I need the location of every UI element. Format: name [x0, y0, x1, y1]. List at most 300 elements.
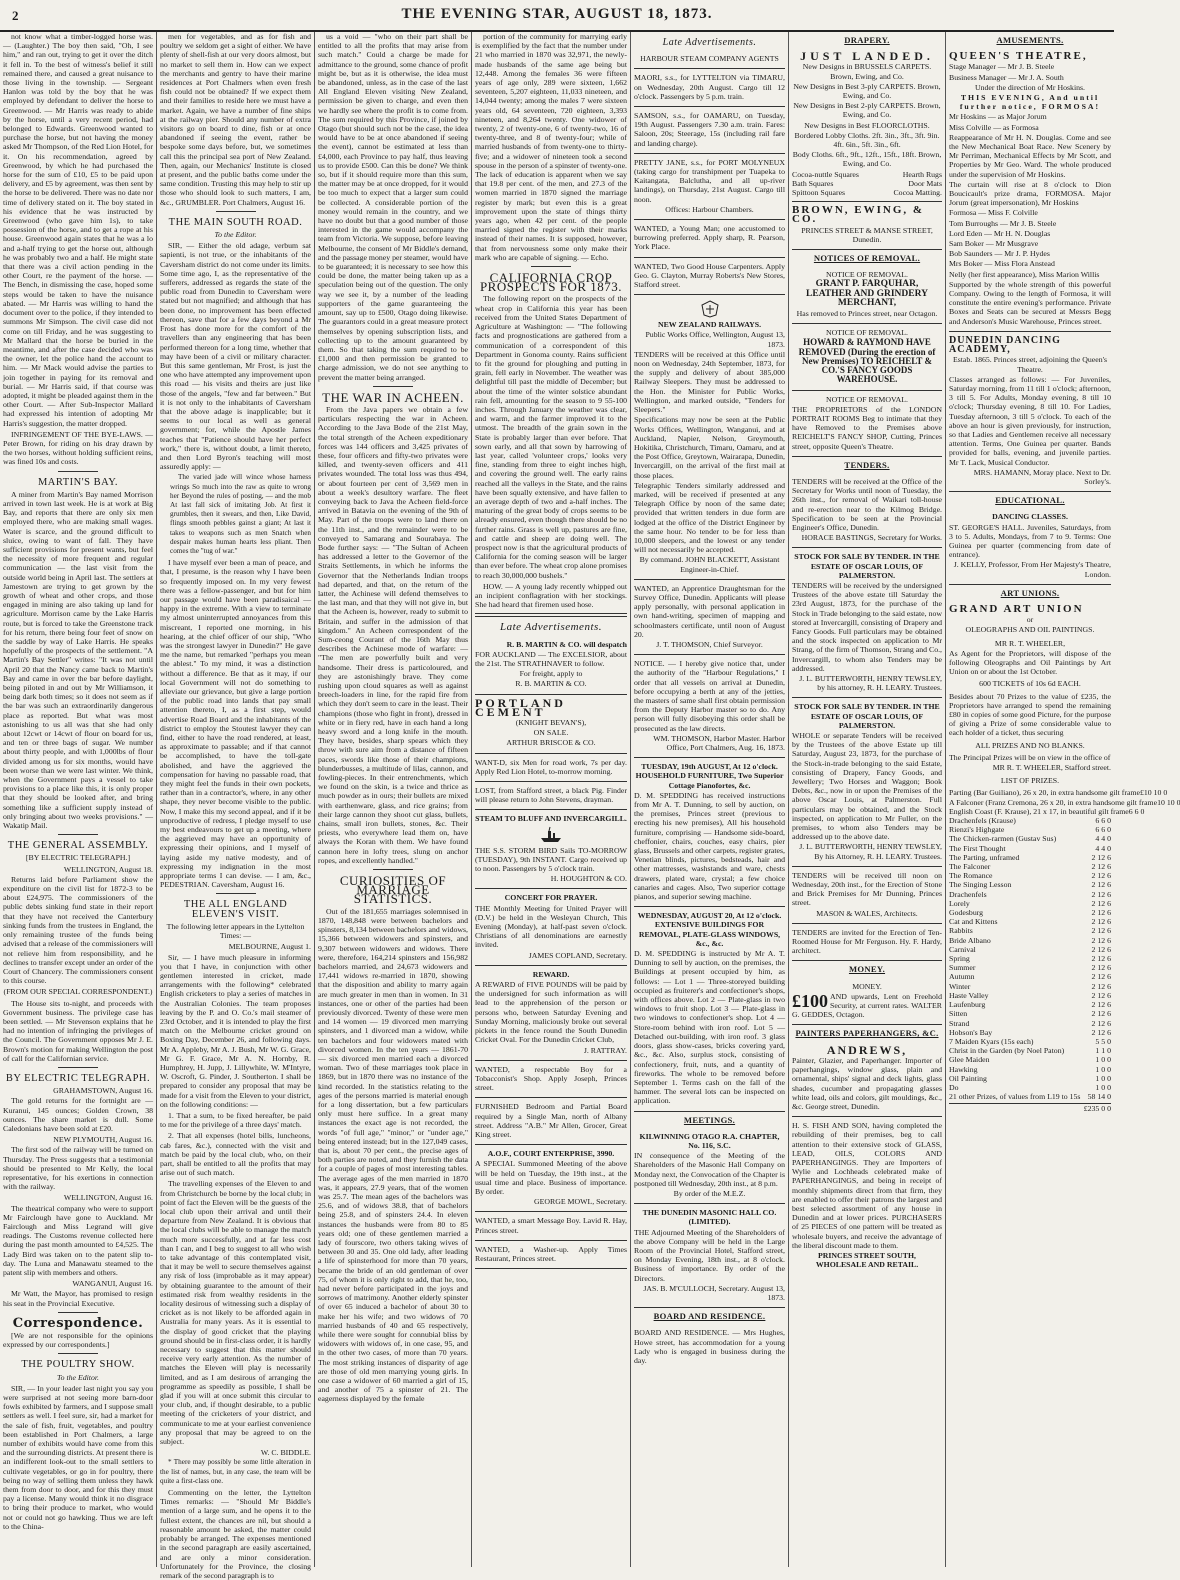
- prize-row: [949, 788, 1168, 798]
- prize-name: 7 Maiden Kyars (15s each): [949, 1036, 1034, 1046]
- prize-row: [949, 963, 1111, 972]
- prize-value: 2 12 6: [1091, 889, 1111, 899]
- advertisement: [949, 48, 1111, 332]
- ad-text: THE PROPRIETORS of the LONDON PORTRAIT ROOMS Beg to intimate that they have Removed to the Premises above REICHELT'S FANCY SHOP, Cutting, Princes street, opposite Queen's Theatre.: [792, 404, 942, 451]
- ad-text: OLEOGRAPHS AND OIL PAINTINGS.: [965, 625, 1095, 635]
- ad-title: R. B. MARTIN & CO. will despatch: [506, 639, 627, 649]
- prize-row: [949, 945, 1111, 954]
- section-heading-amusements: AMUSEMENTS.: [996, 35, 1064, 45]
- article-text: The theatrical company who were to support Mr Fairclough have gone to Auckland. Mr Fairclough and Miss Legrand will give readings. The Customs revenue collected here during the past month amounted to £4,525. The Lady Bird was taken on to the patent slip to-day. The Luna and Manawatu steamed to the patent slip with members and others.: [3, 1203, 153, 1277]
- article-text: us a void — "who on their part shall be entitled to all the profits that may arise from such match." Could a charge be made for admittance to the ground, some chance of profit might be, but as it is otherwise, the idea must be abandoned, unless, as in the case of the last All England Eleven visiting New Zealand, permission be given to charge, and even then we hardly see where the profit is to come from. The sum required by this Province, if joined by Otago (but should such not be the case, the idea would have to be at once abandoned if seeing the event), cannot be estimated at less than £4,000, each Province to pay half, thus leaving us to provide £500. Can this be done? We think so, but if it should require more than this sum, the matter may be at once dropped, for it would be too much to expect that a larger sum could be collected. A considerable portion of the money would remain in the country, and we have no doubt but that a good number of those interested in the game would accompany the team from Victoria. We suppose, before leaving Melbourne, the consent of Mr Biddle's demand, and the passage money per steamer, would have to be guaranteed; it is necessary to see how this could be done, the matter being taken up as a speculation being out of the question. The only way we see it, by a number of the leading supporters of the game guaranteeing the amount, say up to £500, Otago doing likewise. The guarantors could in a great measure protect themselves by opening subscription lists, and collecting up to the amount guaranteed by them. So that taking the sum required to be £1,000 and then permission be granted to charge admission, we do not see anything to prevent the matter being arranged.: [318, 32, 468, 382]
- ad-signature: WM. THOMSON, Harbor Master. Harbor Office, Port Chalmers, Aug. 16, 1873.: [653, 733, 785, 752]
- advertisement: [475, 966, 627, 1061]
- prize-name: Sitten: [949, 1009, 968, 1019]
- article-headline-all-england-eleven: THE ALL ENGLAND ELEVEN'S VISIT.: [183, 899, 288, 920]
- editorial-note: [We are not responsible for the opinions expressed by our correspondents.]: [3, 1331, 153, 1350]
- advertisement: [792, 391, 942, 457]
- advertisement: [475, 1098, 627, 1145]
- article-text: From the Java papers we obtain a few particulars respecting the war in Acheen. According to the Java Bode of the 21st May, the total strength of the Acheen expeditionary forces was 144 officers and 3,425 privates of these, four officers and fifty-two privates were killed, and twenty-seven officers and 411 privates wounded. The total loss was thus 494, or about fourteen per cent of 3,569 men in about a week's desultory warfare. The fleet conveying back to Java the Acheen field-force arrived in Batavia on the evening of the 9th of May. Part of the troops were to land there on the 11th inst., and the remainder were to be conveyed to Samarang and Sourabaya. The Bode further says: — "The Sultan of Acheen has addressed a letter to the Governor of the Straits Settlements, in which he informs the Governor that the Netherlands Indian troops had departed, and that, on the return of the latter, the Achinese will defend themselves to the last man, and that they will not give in, but that the Acheen is, however, ready to submit to Britain, and suffer in the admission of that kingdom." An Acheen correspondent of the Sum-ceong Courant of the 16th May thus describes the Achinese mode of warfare: — "The men are powerfully built and very handsome. Their dress is particoloured, and they are astonishingly brave. They come rushing upon cloud squares as well as against breech-loaders in line, for the rapid fire from which they don't seem to care in the least. Their champions (those who fight in front), dressed in white or in fiery red, have in each hand a long heavy sword and a long knife in the mouth. They have, besides, sharp spears which they throw with sure aim from a distance of fifteen paces, swords like those of their champions, blunderbusses, a multitude of lilas, cannon, and fowling-pieces. In their entrenchments, which we found on the skin, is a twice and thrice as much powder as in ours; their bullets are mixed with earthenware, glass, and rice grains; from their large cannon they shoot cut glass, bullets, chains, small iron bullets, stones, &c. Their priests, who everywhere lead them on, have always the Koran with them. We have found cannon here in lofty trees, slung on anchor ropes, and excellently handled.": [318, 404, 468, 865]
- ad-title: ANDREWS,: [826, 1042, 908, 1057]
- divider: [373, 869, 413, 870]
- prize-row: [949, 1037, 1111, 1046]
- ad-text: WANTED, a Young Man; one accustomed to burrowing preferred. Apply sharp, R. Pearson, York Place.: [634, 224, 785, 252]
- divider: [58, 834, 98, 835]
- prize-name: Autumn: [949, 972, 975, 982]
- advertisement: [475, 1061, 627, 1099]
- prize-row: [949, 1065, 1111, 1074]
- ad-signature: By order of the M.E.Z.: [673, 1188, 746, 1198]
- ad-signature: J. RATTRAY.: [583, 1045, 627, 1055]
- article-headline-martins-bay: MARTIN'S BAY.: [37, 476, 119, 488]
- article-headline-marriage-statistics: CURIOSITIES OF MARRIAGE STATISTICS.: [339, 873, 447, 907]
- ad-signature: Offices: Harbour Chambers.: [665, 204, 754, 214]
- ad-text: AND upwards, Lent on Freehold Security, at current rates. WALTER G. GEDDES, Octagon.: [792, 991, 942, 1020]
- ad-title: £100: [792, 990, 828, 1011]
- prize-name: Haste Valley: [949, 990, 989, 1000]
- advertisement: [634, 220, 785, 258]
- prize-row: [949, 1046, 1111, 1055]
- ad-text: WANTED, an Apprentice Draughtsman for the Survey Office, Dunedin. Applicants will please apply personally, with personal application in own hand-writing, specimen of mapping and schoolmasters certificate, until noon of August 20.: [634, 583, 785, 639]
- prize-name: Cat and Kittens: [949, 917, 998, 927]
- advertisement: [475, 889, 627, 965]
- prize-row: [949, 991, 1111, 1000]
- ad-text: or: [1026, 615, 1034, 625]
- subheading: (FROM OUR SPECIAL CORRESPONDENT.): [3, 987, 153, 997]
- dateline: [BY ELECTRIC TELEGRAPH.]: [25, 853, 131, 863]
- masthead: [0, 0, 1114, 30]
- ad-text: 600 TICKETS of 10s 6d EACH.: [979, 679, 1081, 689]
- ad-text: [792, 188, 942, 197]
- advertisement: [792, 924, 942, 962]
- prize-row: [949, 1028, 1111, 1037]
- section-heading-tenders: TENDERS.: [844, 459, 890, 470]
- prize-row: [949, 908, 1111, 917]
- prize-value: 4 4 0: [1095, 843, 1111, 853]
- prize-row: [949, 825, 1111, 834]
- prize-value: 2 12 6: [1091, 954, 1111, 964]
- prize-value: 2 12 6: [1091, 990, 1111, 1000]
- ad-text: Miss Colville — as Formosa: [949, 122, 1039, 132]
- ad-title: STEAM TO BLUFF AND INVERCARGILL.: [475, 814, 627, 824]
- advertisement: [792, 324, 942, 390]
- ad-text: FOR AUCKLAND — The EXCELSIOR, about the 21st. The STRATHNAVER to follow.: [475, 649, 627, 668]
- ad-text: New Designs in Best FLOORCLOTHS.: [804, 120, 930, 130]
- column-4: [472, 32, 630, 1567]
- ad-signature: JAS. B. M'CULLOCH, Secretary. August 13, 1873.: [643, 1283, 785, 1302]
- advertisement: [949, 332, 1111, 492]
- prize-name: Oil Painting: [949, 1073, 987, 1083]
- prize-value: 2 12 6: [1091, 862, 1111, 872]
- prize-value: 2 12 6: [1091, 880, 1111, 890]
- advertisement: [475, 1212, 627, 1240]
- ad-title: NEW ZEALAND RAILWAYS.: [657, 320, 762, 330]
- ad-text: Mrs Boker — Miss Flora Anstead: [949, 259, 1055, 269]
- prize-name: Spring: [949, 954, 970, 964]
- ad-text: PRETTY JANE, s.s., for PORT MOLYNEUX (taking cargo for transhipment per Tuapeka to Kaitangata, Balclutha, and all up-river landings), on Thursday, 21st August. Cargo till noon.: [634, 157, 785, 204]
- ad-text: ST. GEORGE'S HALL. Juveniles, Saturdays, from 3 to 5. Adults, Mondays, from 7 to 9. Terms: One Guinea per quarter (commencing from date of entrance).: [949, 522, 1111, 560]
- prize-row: [949, 871, 1111, 880]
- advertisement: [949, 508, 1111, 584]
- prize-value: 2 12 6: [1091, 852, 1111, 862]
- prize-name: Do: [949, 1082, 959, 1092]
- ad-signature: GEORGE MOWL, Secretary.: [533, 1197, 627, 1207]
- page-title: THE EVENING STAR, AUGUST 18, 1873.: [401, 6, 713, 22]
- advertisement: [634, 295, 785, 579]
- signature: W. C. BIDDLE.: [260, 1448, 311, 1458]
- ad-text: Mr Hoskins — as Major Jorum: [949, 112, 1047, 122]
- ad-signature: MASON & WALES, Architects.: [816, 908, 918, 918]
- ad-title: PORTLAND CEMENT: [475, 695, 566, 719]
- prize-name: The Chicken-rarmen (Gustav Sus): [949, 834, 1057, 844]
- prize-name: Drachenfels (Krause): [949, 816, 1016, 826]
- prize-value: 2 12 6: [1091, 871, 1111, 881]
- ad-text: As Agent for the Proprietors, will dispose of the following Oleographs and Oil Paintings by Art Union on or about the 1st October.: [949, 648, 1111, 677]
- article-text: Returns laid before Parliament show the expenditure on the civil list for 1872-3 to be about £24,975. The commissioners of the public debts sinking fund state in their report that they have not received the Canterbury sinking funds from the trustees in England, the only remaining trustee of the funds being advised that a release of the commissioners will not relieve him from responsibility, and he declines to transfer except under an order of the Court of Chancery. The commissioners consent to this course.: [3, 874, 153, 986]
- ad-text: SAMSON, s.s., for OAMARU, on Tuesday, 19th August. Passengers 7.30 a.m. train. Fares: Saloon, 20s; Steerage, 15s (including rail fare and landing charge).: [634, 111, 785, 148]
- ad-title: KILWINNING OTAGO R.A. CHAPTER, No. 116, S.C.: [639, 1131, 780, 1150]
- column-7: [946, 32, 1180, 1567]
- prize-value: 2 12 6: [1091, 926, 1111, 936]
- column-5: [631, 32, 788, 1567]
- article-text: The following report on the prospects of the wheat crop in California this year has been received from the United States Department of Agriculture at Washington: — "The following facts and prognostications are gathered from a communication of a correspondent of this Department in Gonoma county. Rains sufficient to fit the ground for ploughing and putting in grain, fell early in November. The weather was delightful till past the middle of December; but about the time of the winter solstice abundant rain fell, amounting for the season to 9 55-100 inches. Through January the weather was clear, and warm, and the farmer improved it to the utmost. The breadth of the grain sown in the State is probably larger than ever before. That sown early, and all that sown by harrowing of last year, called 'volunteer crops,' looks very fine, standing from three to eight inches high, and covering the ground well. The early rains reached all the valleys in the State, and the rains have been squally extensive, and have fallen to an average depth of two and a-half inches. The maturing of the great body of crops seems to be already ensured, even though there should be no further rains. Grass is well up, pastures are fine, and cattle and sheep are doing well. The prospect now is that the agricultural products of California for the coming season will be larger than ever before. The wheat crop alone promises to reach 30,000,000 bushels.": [475, 294, 627, 580]
- prize-name: Hawking: [949, 1064, 978, 1074]
- prize-name: A Falconer (Franz Cremona, 26 x 20, in extra handsome gilt frame: [949, 797, 1158, 807]
- ad-title: GRAND ART UNION: [949, 602, 1084, 615]
- article-text: Sir, — I have much pleasure in informing you that I have, in conjunction with other gentlemen interested in cricket, made arrangements with the following* celebrated English cricketers to play a series of matches in the Australian Colonies. The team proposes leaving by the P. and O. Co.'s mail steamer of 23rd October, and it is intended to play the first match on the Melbourne cricket ground on Boxing Day, December 26, and following days. Mr A. Appleby, Mr A. J. Bush, Mr W. G. Grace, Mr G. F. Grace, Mr A. N. Hornby, R. Humphrey, H. Jupp, J. Lillywhite, W. M'Intyre, W. Oscroft, G. Pinder, J. Southerton. I shall be prepared to consider any proposal that may be made for a visit from the Eleven to your district, on the following conditions: —: [160, 952, 311, 1109]
- ad-text: FURNISHED Bedroom and Partial Board required by a Single Man, north of Albany street. Address "A.B." Mr Allen, Grocer, Great King street.: [475, 1102, 627, 1139]
- advertisement: [634, 580, 785, 655]
- prize-name: Godesburg: [949, 908, 984, 918]
- ad-text: Body Cloths. 6ft., 9ft., 12ft., 15ft., 18ft. Brown, Ewing, and Co.: [792, 150, 942, 169]
- ad-title: JUST LANDED.: [800, 49, 934, 64]
- prize-row: [949, 816, 1111, 825]
- subheading: The following letter appears in the Lyttelton Times: —: [166, 921, 305, 941]
- prize-row: [949, 862, 1111, 871]
- page-number: 2: [12, 8, 19, 23]
- advertisement: [634, 758, 785, 907]
- advertisement: [792, 867, 942, 924]
- prize-name: Christ in the Garden (by Noel Paton): [949, 1046, 1065, 1056]
- prize-name: Rabbits: [949, 926, 973, 936]
- advertisement: [792, 548, 942, 698]
- prize-row: [949, 982, 1111, 991]
- dateline: WELLINGTON, August 16.: [63, 1193, 153, 1203]
- prize-row: [949, 806, 1145, 816]
- advertisement: [475, 810, 627, 889]
- ad-text: Stage Manager — Mr J. B. Steele: [949, 62, 1055, 72]
- ad-text: ALL PRIZES AND NO BLANKS.: [975, 740, 1085, 750]
- advertisement: [475, 695, 627, 754]
- prize-row: [949, 972, 1111, 981]
- ad-text: Telegraphic Tenders similarly addressed and marked, will be received if presented at any Telegraph Office by noon of the same date; provided that written tenders in due form are lodged at the office of the District Engineer by the same hour. No tender to be for less than 10,000 sleepers, and the lowest or any tender will not necessarily be accepted.: [634, 480, 785, 555]
- prize-value: 2 12 6: [1091, 972, 1111, 982]
- prize-value: 1 0 0: [1095, 1082, 1111, 1092]
- ad-signature: PRINCES STREET SOUTH, WHOLESALE AND RETAIL.: [815, 1250, 919, 1270]
- divider: [58, 1312, 98, 1313]
- advertisement: [792, 1042, 942, 1117]
- ad-text: WHOLE or separate Tenders will be received by the Trustees of the above Estate up till Saturday, August 23, 1873, for the purchase of the Stock-in-trade belonging to the said Estate, consisting of Drapery, Fancy Goods, and Jewellery; Two Horses and Waggon; Book Debts, &c., now in or upon the Premises of the above Oscar Louis, at Palmerston. Full particulars may be obtained, and the Stock inspected, on application to Mr Fuller, on the premises, to whom also Tenders may be addressed up to the above date.: [792, 731, 942, 842]
- prize-total: [949, 1103, 1111, 1113]
- ad-text: Business Manager — Mr J. A. South: [949, 72, 1064, 82]
- advertisement: [634, 258, 785, 296]
- ad-text: BOARD AND RESIDENCE. — Mrs Hughes, Howe street, has accommodation for a young Lady who is engaged in business during the day.: [634, 1328, 785, 1365]
- prize-list-heading: LIST OF PRIZES.: [1000, 776, 1060, 786]
- prize-value: 2 12 6: [1091, 963, 1111, 973]
- ad-signature: R. B. MARTIN & CO.: [515, 679, 587, 689]
- advertisement: [792, 698, 942, 866]
- article-headline-california-crop: CALIFORNIA CROP PROSPECTS FOR 1873.: [479, 270, 623, 295]
- ad-text: PRINCES STREET & MANSE STREET, Dunedin.: [801, 225, 933, 244]
- prize-list: [949, 788, 1180, 1102]
- prize-name: Parting (Bar Guiliano), 26 x 20, in extra handsome gilt frame: [949, 788, 1140, 798]
- prize-value: 58 14 0: [1087, 1092, 1111, 1102]
- ad-text: Supported by the whole strength of this powerful Company. Owing to the length of Formosa, it will constitute the entire evening's performance. Private Boxes and Seats can be secured at Messrs Begg and Anderson's Music Warehouse, Princes street.: [949, 279, 1111, 326]
- prize-value: 1 0 0: [1095, 1064, 1111, 1074]
- prize-row: [949, 1083, 1111, 1092]
- article-text: not know what a timber-logged horse was. — (Laughter.) The boy then said, "Oh, I see him," and ran out, trying to get it over the ditch it fell in. To the best of witness's belief it still remained there, and caused a great nuisance to those living in the township. — Sergeant Hanlon was told by the boy that he was employed by defendant to deliver the horse to Greenwood. — Mr Harris was ready to abide by the horse, until a very recent period, had belonged to Edwards. Greenwood wanted to purchase the horse, but not having the money asked Mr Thompson, of the Red Lion Hotel, for it. On his recommendation, agreed by Greenwood, by which he had purchased the horse for the sum of £10, £5 to be paid upon delivery, and £5 by agreement, was then sent by the horse to be delivered. There was no date nor time of delivery stated on it. The boy stated in his evidence that he was instructed by Greenwood (who gave him 1s), to take possession of the horse, and to get a rope at his house. Greenwood again states that he was a lo and a-half trying to get the horse out, although he was probably two and a half. He might state that there was a civil action pending in the other Court, re the payment of the horse. — The Bench, in dismissing the case, hoped some steps would be taken to have the nuisance abated. — Mr Harris was willing to hand the document over to the police, if they intended to summons Mr Simpson. The civil case did not come on till Friday, and he was suggesting to Mr Mallard that the horse be buried in the meantime, and after the case decided who was the owner, let the police hand the account to him. — Mr Mack would advise the parties to join together in paying for its removal and burial. — Mr Harris said, if that course was adopted, it might be pleaded against them in the other Court. — After Sub-Inspector Mallard had expressed his intention of adopting Mr Harris's suggestion, the matter dropped.: [3, 32, 153, 428]
- prize-name: English Coast (F. Krause), 21 x 17, in beautiful gilt frame: [949, 806, 1129, 816]
- ad-signature: ARTHUR BRISCOE & CO.: [506, 738, 596, 748]
- section-heading-painters: PAINTERS PAPERHANGERS, &C.: [795, 1028, 939, 1039]
- article-headline-poultry-show: THE POULTRY SHOW.: [21, 1359, 135, 1371]
- prize-name: Drachenfels: [949, 889, 987, 899]
- divider: [58, 1353, 98, 1354]
- advertisement: [475, 754, 627, 782]
- ad-text: TENDERS will be received at the Office of the Secretary for Works until noon of Tuesday, the 26th inst., for removal of Waikari toll-house and re-erection near to the Kilmog Bridge. Specification to be seen at the Provincial Engineer's Office, Dunedin.: [792, 476, 942, 532]
- ad-text: Formosa — Miss F. Colville: [949, 208, 1038, 218]
- prize-row: [949, 936, 1111, 945]
- prize-row: [949, 834, 1111, 843]
- prize-name: Laufenburg: [949, 1000, 986, 1010]
- divider: [216, 211, 256, 212]
- advertisement: [475, 636, 627, 695]
- ad-signature: HORACE BASTINGS, Secretary for Works.: [801, 533, 942, 543]
- article-text: INFRINGEMENT OF THE BYE-LAWS. — Peter Brown, for riding on his dray drawn by the two horses, without holding sufficient reins, was fined 10s and costs.: [3, 429, 153, 467]
- ad-title: HARBOUR STEAM COMPANY AGENTS: [640, 54, 779, 64]
- prize-value: 2 12 6: [1091, 1027, 1111, 1037]
- ad-text: GRANT P. FARQUHAR, LEATHER AND GRINDERY MERCHANT,: [806, 279, 928, 308]
- prize-name: Glee Maiden: [949, 1055, 990, 1065]
- ad-text: H. S. FISH AND SON, having completed the rebuilding of their premises, beg to call attention to their extensive stock of GLASS, LEAD, OILS, COLORS AND PAPERHANGINGS. They are Importers of Wylie and Lochheads celebrated make of PAPERHANGINGS, and being in receipt of monthly shipments direct from that firm, they are enabled to offer their patrons the largest and best selected assortment of any house in Dunedin and at lower prices. PURCHASERS of 25 PIECES of one pattern will be treated as wholesale buyers, and receive the advantage of the liberal discount made to them.: [792, 1121, 942, 1250]
- prize-value: 2 12 6: [1091, 908, 1111, 918]
- ad-text: Bath Squares: [792, 178, 834, 188]
- article-text: 1. That a sum, to be fixed hereafter, be paid to me for the privilege of a three days' match.: [160, 1110, 311, 1130]
- article-text: Mr Watt, the Mayor, has promised to resign his seat in the Provincial Executive.: [3, 1289, 153, 1308]
- subheading: To the Editor.: [57, 1372, 99, 1382]
- ad-text: New Designs in BRUSSELS CARPETS. Brown, Ewing, and Co.: [802, 62, 932, 81]
- ad-text: D. M. SPEDDING is instructed by Mr A. T. Dunning to sell by auction, on the premises, the Buildings at present occupied by him, as follows: — Lot 1 — Three-storeyed building occupied as fruiterer's and confectioner's shops, with offices above. Lot 2 — Plate-glass in two windows to fruit shop. Lot 3 — Plate-glass in two windows to confectioner's shop. Lot 4 — Store-room behind with iron roof. Lot 5 — Detached out-building, with iron roof. 3 glass doors, glass show-cases, bricks covering yard, &c., &c. Also, surplus stock, consisting of confectionery, fruit, nuts, and a quantity of fireworks. The whole to be removed before September 1. Terms cash on the fall of the hammer. The several lots can be inspected on application.: [634, 949, 785, 1106]
- ad-text: Hearth Rugs: [902, 169, 942, 179]
- section-heading-late-ads: Late Advertisements.: [499, 621, 603, 634]
- prize-value: 6 6 0: [1095, 825, 1111, 835]
- advertisement: [634, 69, 785, 107]
- ad-text: WANT-D, six Men for road work, 7s per day. Apply Red Lion Hotel, to-morrow morning.: [475, 757, 627, 776]
- section-heading-educational: EDUCATIONAL.: [995, 495, 1065, 506]
- article-headline-general-assembly: THE GENERAL ASSEMBLY.: [7, 840, 149, 852]
- article-headline-war-in-acheen: THE WAR IN ACHEEN.: [322, 389, 464, 405]
- ad-text: Nelly (her first appearance), Miss Marion Willis: [949, 269, 1100, 279]
- ad-text: THE Monthly Meeting for United Prayer will (D.V.) be held in the Wesleyan Church, This Evening (Monday), at half-past seven o'clock. Christians of all denominations are earnestly invited.: [475, 903, 627, 950]
- dateline: WELLINGTON, August 18.: [63, 864, 153, 874]
- ad-text: MAORI, s.s., for LYTTELTON via TIMARU, on Wednesday, 20th August. Cargo till 12 o'clock. Passengers by 5 p.m. train.: [634, 73, 785, 101]
- divider: [531, 266, 571, 267]
- section-heading-correspondence: Correspondence.: [12, 1315, 144, 1331]
- ad-text: TENDERS are invited for the Erection of Ten-Roomed House for Mr Ferguson. Hy. F. Hardy, architect.: [792, 927, 942, 956]
- ad-text: IN consequence of the Meeting of the Shareholders of the Masonic Hall Company on Monday next, the Convocation of the Chapter is postponed till Wednesday, 20th inst., at 8 p.m.: [634, 1151, 785, 1188]
- subheading: To the Editor.: [214, 230, 257, 240]
- ad-text: Bordered Lobby Cloths. 2ft. 3in., 3ft., 3ft. 9in. 4ft. 6in., 5ft. 3in., 6ft.: [794, 130, 940, 150]
- column-6: [789, 32, 945, 1567]
- ad-signature: J. L. BUTTERWORTH, HENRY TEWSLEY, By his Attorney, R. H. LEARY. Trustees.: [799, 842, 942, 861]
- prize-row: [949, 1055, 1111, 1064]
- ad-text: Estab. 1865. Princes street, adjoining the Queen's Theatre.: [952, 355, 1108, 374]
- article-headline-telegraph: BY ELECTRIC TELEGRAPH.: [5, 1072, 151, 1084]
- ad-text: [792, 179, 942, 188]
- ad-title: DUNEDIN DANCING ACADEMY,: [949, 334, 1061, 356]
- ad-title: REWARD.: [532, 969, 570, 979]
- ad-text: TENDERS will be received at this Office until noon on Wednesday, 24th September, 1873, for the supply and delivery of about 385,000 Railway Sleepers. They must be addressed to the Hon. the Minister for Public Works, Wellington, and marked outside, "Tenders for Sleepers.": [634, 349, 785, 415]
- ad-text: The curtain will rise at 8 o'clock to Dion Boucicault's prize drama, FORMOSA. Major Jorum (great impersonation), Mr Hoskins: [949, 179, 1111, 208]
- ad-title: STOCK FOR SALE BY TENDER. IN THE ESTATE OF OSCAR LOUIS, OF PALMERSTON.: [794, 552, 940, 580]
- ad-title: TUESDAY, 19th AUGUST, At 12 o'clock. HOUSEHOLD FURNITURE, Two Superior Cottage Pianofortes, &c.: [635, 762, 784, 790]
- dateline: WANGANUI, August 16.: [72, 1279, 153, 1289]
- ad-text: THE Adjourned Meeting of the Shareholders of the above Company will be held in the Large Room of the Provincial Hotel, Stafford street, on Monday Evening, 18th inst., at 8 o'clock. Business of importance. By order of the Directors.: [634, 1227, 785, 1283]
- column-3: [315, 32, 471, 1567]
- verse-quote: The varied jade will wince whose harness wrings So much into the raw as quite to wrong her Beyond the rules of posting, — and the mob At last fall sick of imitating Job. At first it grumbles, then it swears, and then, Like David, flings smooth pebbles gainst a giant; At last it takes to weapons such as men Snatch when despair makes human hearts less pliant. Then comes the "tug of war.": [170, 473, 311, 555]
- advertisement: [634, 1324, 785, 1370]
- prize-name: Strand: [949, 1018, 970, 1028]
- crest-icon: [699, 300, 721, 318]
- ad-text: Under the direction of Mr Hoskins.: [974, 82, 1085, 92]
- article-text: The first sod of the railway will be turned on Thursday. The Press suggests that a testimonial should be presented to Mr Kelly, the local representative, for his exertions in connection with the railway.: [3, 1145, 153, 1192]
- divider: [58, 1067, 98, 1068]
- prize-row: [949, 1019, 1111, 1028]
- prize-name: Bride Albano: [949, 935, 991, 945]
- ad-title: A.O.F., COURT ENTERPRISE, 3990.: [487, 1149, 615, 1159]
- divider: [58, 471, 98, 472]
- ad-text: A REWARD of FIVE POUNDS will be paid by the undersigned for such information as will lead to the apprehension of the person or persons who, between Saturday Evening and Sunday Morning, maliciously broke out several pickets in the fence round the South Dunedin Cricket Oval. For the Dunedin Cricket Club,: [475, 980, 627, 1045]
- article-text: The House sits to-night, and proceeds with Government business. The privilege case has been settled. — Mr Stevenson explains that he had no intention of infringing the privileges of the Council. The Government opposes Mr J. E. Brown's motion for making Wellington the post of call for the Californian service.: [3, 998, 153, 1063]
- ad-title: THE DUNEDIN MASONIC HALL CO. (LIMITED).: [642, 1208, 777, 1227]
- prize-value: 6 6 0: [1128, 806, 1145, 816]
- divider: [373, 386, 413, 387]
- newspaper-page: [0, 32, 1180, 1580]
- prize-row: [949, 797, 1180, 807]
- ad-signature: J. L. BUTTERWORTH, HENRY TEWSLEY, by his attorney, R. H. LEARY. Trustees.: [799, 673, 942, 693]
- prize-value: 1 1 0: [1095, 1046, 1111, 1056]
- prize-name: The First Thought: [949, 843, 1006, 853]
- ad-title: DANCING CLASSES.: [992, 512, 1068, 522]
- ad-text: HOWARD & RAYMOND HAVE REMOVED (During the erection of New Premises) TO REICHELT & CO.'S FANCY GOODS WAREHOUSE.: [798, 337, 936, 385]
- article-text: The travelling expenses of the Eleven to and from Christchurch be borne by the local club; in point of fact the Eleven will be the guests of the local club upon their arrival and until their departure from New Zealand. It is obvious that the local clubs will be able to manage the match much more successfully, and at far less cost than I can, and I beg to suggest to all who wish to take advantage of this contemplated visit, that it may be well to secure themselves against any risk of loss (improbable as it may appear) by obtaining guarantee to the amount of their estimated risk from wealthy residents in the locality desirous of witnessing such a display of cricket as is not likely to be afforded again in Australia for many years. As it is essential to the display of good cricket that the playing ground should be in first-class order, it is hardly necessary to suggest that this matter should receive very early attention. As the number of matches the Eleven will play is necessarily limited, and as I am desirous of arranging the programme as speedily as possible, I shall be glad if you will at once submit this circular to your club, and, if thought desirable, to a public meeting of the cricketers of your district, and communicate to me at your earliest convenience any proposal that may be agreed to on the subject.: [160, 1179, 311, 1447]
- article-text: Out of the 181,655 marriages solemnised in 1870, 148,848 were between bachelors and spinsters, 8,134 between bachelors and widows, 15,366 between widowers and spinsters, and 9,307 between widowers and widows. There were, therefore, 164,214 spinsters and 156,982 bachelors married, and 24,673 widowers and 17,441 widows re-married in 1870, showing that the disposition and ability to marry again are much greater in men than in women. In 31 instances, one or other of the parties had been previously divorced. Twenty of these were men and 14 women — 19 divorced men marrying spinsters, and 1 divorced man a widow, while ten bachelors and four widowers mated with divorced women. In the ten years — 1861-70 — six divorced men married each a divorced woman. Two of these marriages took place in 1869, but in 1870 there was no instance of the kind recorded. In the statistics relating to the ages of the persons married is material enough for a long dissertation, but a few particulars only must here suffice. In a great many instances the exact age is not recorded, the words "of full age," "minor," or "under age," being entered instead; but in the 127,049 cases, that is, about 70 per cent., the precise ages of both parties are noted, and they furnish the data for a couple of pages of most interesting tables. The average ages of the men married in 1870 was, it appears, 27.9 years, that of the women was 25.7. The mean ages of the bachelors was 25.6, and of widows 38.8, that of bachelors being 25.8, and of spinsters 24.4. In eleven instances the husbands were from 80 to 85 years old; one of these gentlemen married a lady of fourscore, two others taking wives of between 30 and 35. One old lady, after leading a life of spinsterhood for more than 70 years, became the bride of an old gentleman of over 75, of whom it is only right to add, that he, too, had never before participated in the joys and sorrows of matrimony. Another elderly spinster of over 65 induced a bachelor of about 30 to make her his wife; and two widows of 70 married husbands of 40 and 65 respectively, while there were sought for connubial bliss by widowers with widows of, in one case, 95, and in the other two cases, of more than 70 years. The most striking instances of disparity of age are those of old men marrying young girls. In one case a widower of 60 married a girl of 15, and another of 75 a spinster of 21. The eagerness displayed by the female: [318, 906, 468, 1404]
- prize-name: The Singing Lesson: [949, 880, 1012, 890]
- ad-signature: MR R. T. WHEELER, Stafford street.: [992, 763, 1111, 773]
- prize-value: 2 12 6: [1091, 1000, 1111, 1010]
- ad-text: (KNIGHT BEVAN'S),: [515, 718, 587, 728]
- advertisement: [634, 655, 785, 758]
- ad-text: The Principal Prizes will be on view in the office of: [949, 752, 1111, 762]
- section-heading-notices-removal: NOTICES OF REMOVAL.: [813, 253, 921, 264]
- article-text: SIR, — Either the old adage, verbum sat sapienti, is not true, or the inhabitants of the Caversham district do not come under its limits. Some time ago, I, as the representative of the sufferers, addressed as regards the state of the public road from Dunedin to Caversham were stated but not magnified; and although that has been done, no improvement has been effected thereon, save that for a few days beyond a Mr Frost has done more for the comfort of the travellers than any engineering that has been performed thereon for a long time, whether that may have been of a civil or military character. But this same gentleman, Mr Frost, is just the one who have attempted any improvement upon this road — his visits and theirs are just like those of the angels, "few and far between." But it is not only to the inhabitants of Caversham that the above adage is inapplicable; but it seems to our local as well as general government; for, while the Apostle James teaches that "Patience should have her perfect work," there is, without doubt, a limit thereto, and then Lord Byron's teaching will most assuredly apply: —: [160, 241, 311, 472]
- prize-row: [949, 1092, 1111, 1101]
- section-heading-late-ads: Late Advertisements.: [662, 37, 757, 48]
- ad-text: WANTED, a smart Message Boy. Lavid R. Hay, Princes street.: [475, 1216, 627, 1235]
- ad-text: Cocoa Matting.: [893, 188, 942, 198]
- prize-name: Hobson's Bay: [949, 1027, 993, 1037]
- column-1: [0, 32, 156, 1567]
- ad-text: LOST, from Stafford street, a black Pig. Finder will please return to John Stevens, drayman.: [475, 786, 627, 805]
- article-text: The gold returns for the fortnight are — Kuranui, 145 ounces; Golden Crown, 38 ounces. The share market is dull. Some Caledonians have been sold at £20.: [3, 1096, 153, 1133]
- prize-row: [949, 890, 1111, 899]
- advertisement: [792, 202, 942, 250]
- ad-text: MR R. T. WHEELER,: [994, 638, 1066, 648]
- prize-name: Winter: [949, 981, 971, 991]
- advertisement: [634, 50, 785, 69]
- column-2: [157, 32, 314, 1580]
- prize-name: The Romance: [949, 871, 993, 881]
- ad-signature: H. HOUGHTON & CO.: [550, 874, 627, 884]
- ad-text: A SPECIAL Summoned Meeting of the above will be held on Tuesday, the 19th inst., at the usual time and place. Business of importance. By order.: [475, 1159, 627, 1196]
- ad-text: NOTICE. — I hereby give notice that, under the authority of the "Harbour Regulations," I order that all vessels on arrival at Dunedin, before occupying a berth at any of the jetties, the masters of same shall first obtain permission from the Deputy Harbor master so to do. Any person will fully disobeying this order shall be prosecuted as the law directs.: [634, 659, 785, 733]
- prize-value: 2 12 6: [1091, 1018, 1111, 1028]
- prize-name: 21 other Prizes, of values from L19 to 15s: [949, 1092, 1081, 1102]
- prize-row: [949, 917, 1111, 926]
- article-text: A miner from Martin's Bay named Morrison arrived in town last week. He is at work at Big Bay, and reports that there are only six men employed there, who are making small wages. Water is scarce, and the ground difficult to sluice, owing to want of fall. They have sufficient provisions for present wants, but feel the necessity of more frequent and regular communication — the last visit from the outside world being in April last. The settlers at Jamestown are trying to get grown by the growth of wheat and other crops, and those engaged in mining are also taking up land for agriculture. Morrison came by the Lake Harris route, but is forced to take the Greenstone track for his return, there being four feet of snow on the saddle by way of Lake Harris. He speaks hopefully of the prospects of the settlement. "A Martin's Bay Settler" writes: "It was not until April 20 that the Nancy came back to Martin's Bay and came in over the bar before daylight, being piloted in and out by Mr Williamson, it being dark both times; so it does not seem as if the bar was such an extraordinarily dangerous place as reported. But what was most astonishing to us all was that she had only about 12cwt or 14cwt of flour on board for us, and ten or three bags of sugar. We number about thirty people, and with 1,000lbs of flour divided among us for six months, would have been worse than we were last winter. We think, when the Government pays a vessel to take provisions to a place like this, it is only proper that they should be looked after, and bring something like a sufficient supply instead of only bringing about two weeks provisions." — Wakatip Mail.: [3, 489, 153, 831]
- ad-signature: By command. JOHN BLACKETT, Assistant Engineer-in-Chief.: [639, 555, 780, 574]
- ad-title: NOTICE OF REMOVAL.: [826, 270, 908, 280]
- prize-value: 2 12 6: [1091, 898, 1111, 908]
- ad-text: Sam Boker — Mr Musgrave: [949, 239, 1039, 249]
- ad-text: TENDERS will be received by the undersigned Trustees of the above estate till Saturday the 23rd August, 1873, for the purchase of the Stock in Trade belonging to the said estate, now stored at Invercargill, consisting of Drapery and Fancy Goods. Full particulars may be obtained and the stock inspected on application to Mr Strang, of the firm of Thomson, Strang and Co., Invercargill, to whom also Tenders may be addressed.: [792, 580, 942, 673]
- ad-text: Painter, Glazier, and Paperhanger. Importer of paperhangings, window glass, plain and ornamental, ships' signal and deck lights, glass shades, cucumber and propagating glasses white lead, oils and colors, gilt mouldings, &c., &c. George street, Dunedin.: [792, 1055, 942, 1111]
- ad-text: ON SALE.: [533, 728, 569, 738]
- ad-title: BROWN, EWING, & CO.: [792, 204, 925, 226]
- ad-title: STOCK FOR SALE BY TENDER. IN THE ESTATE OF OSCAR LOUIS, OF PALMERSTON.: [794, 702, 940, 730]
- ad-title: NOTICE OF REMOVAL.: [826, 394, 908, 404]
- advertisement: [634, 1128, 785, 1204]
- prize-value: 2 12 6: [1091, 944, 1111, 954]
- article-text: HOW. — A young lady recently whipped out an incipient conflagration with her stockings. She had heard that firemen used hose.: [475, 581, 627, 610]
- ad-text: Tom Burroughs — Mr J. B. Steele: [949, 218, 1057, 228]
- dateline: GRAHAMSTOWN, August 16.: [53, 1086, 153, 1096]
- prize-value: 2 12 6: [1091, 935, 1111, 945]
- advertisement: [792, 48, 942, 202]
- ad-text: WANTED, a respectable Boy for a Tobacconist's Shop. Apply Joseph, Princes street.: [475, 1064, 627, 1093]
- prize-row: [949, 1074, 1111, 1083]
- prize-value: 4 4 0: [1095, 834, 1111, 844]
- ad-text: New Designs in Best 3-ply CARPETS. Brown, Ewing, and Co.: [793, 81, 941, 101]
- ad-text: New Designs in Best 2-ply CARPETS. Brown, Ewing, and Co.: [793, 101, 941, 120]
- advertisement: [949, 601, 1180, 1118]
- article-text: Commenting on the letter, the Lyttelton Times remarks: — "Should Mr Biddle's mention of a large sum, and he opens it to the fullest extent, the chances are nil, but should a reasonable amount be asked, the matter could probably be arranged. The expenses mentioned in the second paragraph are easily ascertained, and are only a minor consideration. Unfortunately for the Province, the closing remark of the second paragraph is to: [160, 1488, 311, 1580]
- ad-text: Has removed to Princes street, near Octagon.: [796, 309, 938, 319]
- ad-text: Spittoon Squares: [792, 188, 846, 198]
- prize-row: [949, 853, 1111, 862]
- prize-row: [949, 954, 1111, 963]
- ad-text: THE S.S. STORM BIRD Sails TO-MORROW (TUESDAY), 9th INSTANT. Cargo received up to noon. Passengers by 5 o'clock train.: [475, 845, 627, 874]
- prize-value: 1 0 0: [1095, 1055, 1111, 1065]
- divider: [475, 613, 627, 617]
- ad-text: Bob Saunders — Mr J. P. Hydes: [949, 249, 1050, 259]
- steamship-icon: [540, 826, 562, 844]
- ad-text: Besides about 70 Prizes to the value of £235, the Proprietors have arranged to spend the remaining £80 in copies of some good Picture, for the purpose of giving a Prize of some considerable value to each holder of a ticket, thus securing: [949, 691, 1111, 738]
- ad-title: CONCERT FOR PRAYER.: [504, 893, 598, 903]
- ad-text: D. M. SPEDDING has received instructions from Mr A. T. Dunning, to sell by auction, on the premises, Princes street (previous to erecting his new premises), All his household furniture, comprising — Handsome side-board, cheffonier, chairs, couches, easy chairs, pier glass, Brussels and other carpets, register grates, Venetian blinds, pictures, bedsteads, hair and other mattresses, washstands and ware, chests drawers, plated ware, crystal; a few choice canaries and cages. Also, Two superior cottage pianos, and superior sewing machine.: [634, 790, 785, 902]
- ad-title: MONEY.: [852, 981, 882, 991]
- dateline: MELBOURNE, August 1.: [228, 942, 311, 952]
- prize-value: £10 10 0: [1139, 788, 1168, 798]
